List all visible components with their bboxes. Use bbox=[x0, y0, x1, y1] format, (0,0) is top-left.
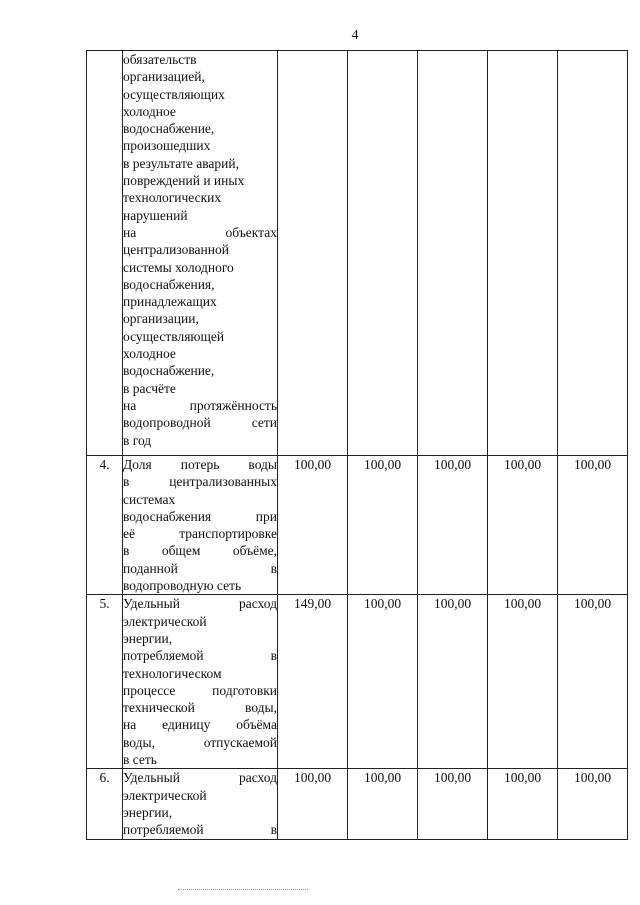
text-line: технической воды, bbox=[123, 700, 277, 716]
text-line: Доля потерь воды bbox=[123, 457, 277, 472]
value-cell: 149,00 bbox=[278, 595, 348, 769]
text-line: Удельный расход bbox=[123, 596, 277, 612]
text-line: процессе подготовки bbox=[123, 682, 277, 698]
text-line: технологическом bbox=[123, 665, 222, 681]
text-line: водопроводной сети bbox=[123, 415, 277, 431]
text-line: поданной в bbox=[123, 560, 277, 576]
text-line: энергии, bbox=[123, 804, 173, 820]
text-line: произошедших bbox=[123, 138, 211, 154]
indicator-name bbox=[123, 769, 278, 839]
text-line: энергии, bbox=[123, 630, 173, 646]
table-row bbox=[87, 769, 628, 839]
table-row bbox=[87, 595, 628, 769]
row-number bbox=[87, 51, 123, 456]
value-cell: 100,00 bbox=[418, 595, 488, 769]
text-line: в сеть bbox=[123, 752, 157, 768]
value-cell: 100,00 bbox=[488, 595, 558, 769]
text-line: водоснабжения, bbox=[123, 276, 215, 292]
text-line: системах bbox=[123, 491, 176, 507]
table-row bbox=[87, 456, 628, 595]
value-cell bbox=[488, 51, 558, 456]
indicator-name bbox=[123, 51, 278, 456]
table-row-continuation bbox=[87, 51, 628, 456]
text-line: электрической bbox=[123, 787, 207, 803]
value-cell bbox=[348, 51, 418, 456]
text-line: организацией, bbox=[123, 69, 205, 85]
text-line: нарушений bbox=[123, 207, 188, 223]
text-line: организации, bbox=[123, 311, 199, 327]
value-cell: 100,00 bbox=[558, 456, 628, 595]
text-line: холодное bbox=[123, 346, 176, 362]
text-line: принадлежащих bbox=[123, 294, 217, 310]
text-line: централизованной bbox=[123, 242, 229, 258]
row-number: 6. bbox=[87, 769, 123, 839]
text-line: холодное bbox=[123, 103, 176, 119]
row-number: 4. bbox=[87, 456, 123, 595]
text-line: в централизованных bbox=[123, 474, 277, 490]
page-number: 4 bbox=[351, 28, 359, 43]
value-cell: 100,00 bbox=[488, 769, 558, 839]
text-line: системы холодного bbox=[123, 259, 234, 275]
value-cell: 100,00 bbox=[488, 456, 558, 595]
value-cell: 100,00 bbox=[278, 769, 348, 839]
text-line: водоснабжения при bbox=[123, 508, 277, 524]
row-number: 5. bbox=[87, 595, 123, 769]
text-line: в расчёте bbox=[123, 380, 176, 396]
value-cell: 100,00 bbox=[348, 595, 418, 769]
indicator-name bbox=[123, 456, 278, 595]
text-line: в результате аварий, bbox=[123, 155, 239, 171]
text-line: осуществляющей bbox=[123, 328, 225, 344]
value-cell bbox=[278, 51, 348, 456]
value-cell: 100,00 bbox=[348, 769, 418, 839]
value-cell: 100,00 bbox=[418, 456, 488, 595]
value-cell bbox=[418, 51, 488, 456]
text-line: потребляемой в bbox=[123, 822, 277, 838]
value-cell: 100,00 bbox=[278, 456, 348, 595]
value-cell: 100,00 bbox=[348, 456, 418, 595]
indicator-name bbox=[123, 595, 278, 769]
text-line: её транспортировке bbox=[123, 526, 277, 542]
text-line: водоснабжение, bbox=[123, 121, 215, 137]
text-line: в общем объёме, bbox=[123, 543, 277, 559]
value-cell: 100,00 bbox=[558, 595, 628, 769]
text-line: на протяжённость bbox=[123, 397, 277, 413]
text-line: водопроводную сеть bbox=[123, 578, 242, 594]
text-line: обязательств bbox=[123, 52, 197, 67]
value-cell: 100,00 bbox=[418, 769, 488, 839]
text-line: осуществляющих bbox=[123, 86, 225, 102]
text-line: технологических bbox=[123, 190, 222, 206]
text-line: повреждений и иных bbox=[123, 173, 245, 189]
text-line: в год bbox=[123, 432, 152, 448]
text-line: Удельный расход bbox=[123, 770, 277, 786]
value-cell bbox=[558, 51, 628, 456]
indicators-table bbox=[86, 50, 628, 840]
scan-artifact bbox=[178, 889, 308, 892]
text-line: водоснабжение, bbox=[123, 363, 215, 379]
text-line: потребляемой в bbox=[123, 648, 277, 664]
text-line: воды, отпускаемой bbox=[123, 734, 277, 750]
value-cell: 100,00 bbox=[558, 769, 628, 839]
text-line: электрической bbox=[123, 613, 207, 629]
text-line: на объектах bbox=[123, 224, 277, 240]
text-line: на единицу объёма bbox=[123, 717, 277, 733]
